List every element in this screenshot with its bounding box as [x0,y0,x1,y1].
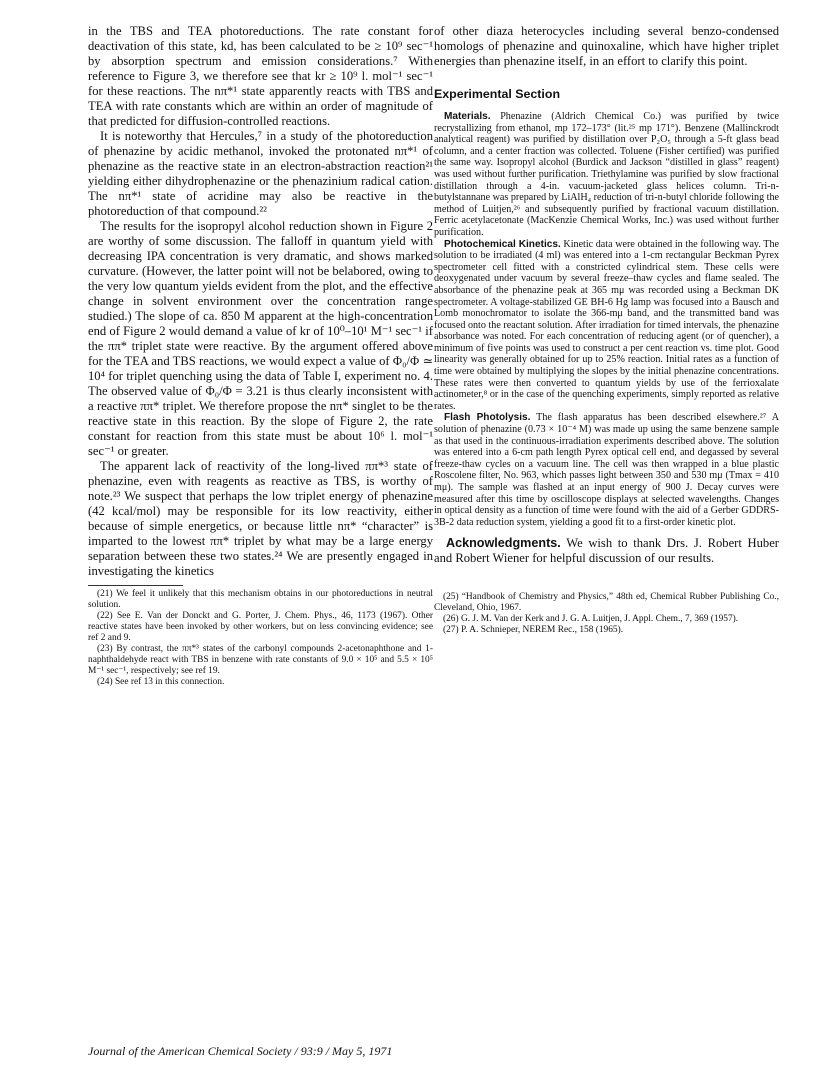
acknowledgments-paragraph [434,536,779,566]
experimental-paragraph [434,239,779,413]
body-paragraph: of other diaza heterocycles including several benzo-condensed homologs of phenazine and quinoxaline, which have higher triplet energies than phenazine itself, in an effort to clarify this point. [434,24,779,68]
body-paragraph: in the TBS and TEA photoreductions. The rate constant for deactivation of this state, kd, has been calculated to be ≥ 10⁹ sec⁻¹ by absorption spectrum and emission considerations.⁷ With reference to Figure 3, we therefore see that kr ≥ 10⁹ l. mol⁻¹ sec⁻¹ for these reactions. The nπ*¹ state apparently reacts with TBS and TEA with rate constants which are within an order of magnitude of that predicted for diffusion-controlled reactions. [88,24,433,128]
footnote: (21) We feel it unlikely that this mechanism obtains in our photoreductions in neutral solution. [88,589,433,610]
footnote: (24) See ref 13 in this connection. [97,677,225,687]
footnote: (23) By contrast, the ππ*³ states of the carbonyl compounds 2-acetonaphthone and 1-naphthaldehyde react with TBS in benzene with rate constants of 9.0 × 10⁵ and 5.5 × 10⁵ M⁻¹ sec⁻¹, respectively; see ref 19. [88,644,433,676]
experimental-paragraph [434,412,779,528]
paragraph-text: The flash apparatus has been described elsewhere.²⁷ A solution of phenazine (0.73 × 10⁻⁴ M) was made up using the same benzene sample as that used in the continuous-irradiation experiments described above. The solution was entered into a 6-cm path length Pyrex optical cell end, and degassed by several freeze-thaw cycles on a vacuum line. The cell was then wrapped in a blue plastic Roscolene filter, No. 963, which passes light between 350 and 530 mμ (Tmax = 410 mμ). The sample was flashed at an input energy of 900 J. Decay curves were measured after this time by oscilloscope displays at selected wavelengths. Changes in optical density as a function of time were found with the aid of a Gerber GDDRS-3B-2 data reduction system, yielding a good fit to a first-order kinetic plot. [434,412,779,528]
body-paragraph: The apparent lack of reactivity of the long-lived ππ*³ state of phenazine, even with reagents as reactive as TBS, is worthy of note.²³ We suspect that perhaps the low triplet energy of phenazine (42 kcal/mol) may be responsible for its low reactivity, either because of simple energetics, or because little nπ* “character” is imparted to the lowest ππ* triplet by what may be a large energy separation between these two states.²⁴ We are presently engaged in investigating the kinetics [88,459,433,578]
runin-heading: Acknowledgments. [446,536,561,551]
reference: (25) “Handbook of Chemistry and Physics,” 48th ed, Chemical Rubber Publishing Co., Cleveland, Ohio, 1967. [434,592,779,614]
body-paragraph: It is noteworthy that Hercules,⁷ in a study of the photoreduction of phenazine by acidic methanol, invoked the protonated nπ*¹ of phenazine as the reactive state in an electron-abstraction reaction²¹ yielding either dihydrophenazine or the phenazinium radical cation. The nπ*¹ state of acridine may also be reactive in the photoreduction of that compound.²² [88,129,433,218]
body-paragraph: The results for the isopropyl alcohol reduction shown in Figure 2 are worthy of some discussion. The falloff in quantum yield with decreasing IPA concentration is very dramatic, and shows marked curvature. (However, the latter point will not be belabored, owing to the very low quantum yields evident from the plot, and the effective change in solvent environment over the concentration range studied.) The slope of ca. 850 M apparent at the high-concentration end of Figure 2 would demand a value of kr of 10⁰–10¹ M⁻¹ sec⁻¹ if the ππ* triplet state were reactive. By the argument offered above for the TEA and TBS reactions, we would expect a value of Φ₀/Φ ≃ 10⁴ for triplet quenching using the data of Table I, experiment no. 4. The observed value of Φ₀/Φ = 3.21 is thus clearly inconsistent with a reactive ππ* triplet. We therefore propose the nπ* singlet to be the reactive state in this reaction. By the slope of Figure 2, the rate constant for reaction from this state must be about 10⁶ l. mol⁻¹ sec⁻¹ or greater. [88,219,433,458]
paragraph-text: Phenazine (Aldrich Chemical Co.) was purified by twice recrystallizing from ethanol, mp 172–173° (lit.²⁵ mp 171°). Benzene (Mallinckrodt analytical reagent) was purified by distillation over P₂O₅ through a 5-ft glass bead column, and a center fraction was collected. Toluene (Fisher certified) was purified the same way. Isopropyl alcohol (Burdick and Jackson “distilled in glass” reagent) was used without further purification. Triethylamine was purified by slow fractional distillation through a 4-in. vacuum-jacketed glass helices column. Tri-n-butylstannane was prepared by LiAlH₄ reduction of tri-n-butyl chloride following the method of Luitjen,²⁶ and subsequently purified by fractional vacuum distillation. Ferric acetylacetonate (MacKenzie Chemical Works, Inc.) was used without further purification. [434,111,779,238]
running-footer: Journal of the American Chemical Society / 93:9 / May 5, 1971 [88,1044,393,1058]
footnote: (22) See E. Van der Donckt and G. Porter, J. Chem. Phys., 46, 1173 (1967). Other reactive states have been invoked by other workers, but on less convincing evidence; see ref 2 and 9. [88,611,433,643]
experimental-paragraph [434,111,779,239]
paragraph-text: We wish to thank Drs. J. Robert Huber and Robert Wiener for helpful discussion of our results. [434,536,779,566]
footnotes [88,589,433,688]
left-column [88,24,433,688]
footnote-divider [88,585,183,586]
right-column [434,24,779,636]
paragraph-text: Kinetic data were obtained in the following way. The solution to be irradiated (4 ml) was entered into a 1-cm rectangular Beckman Pyrex spectrometer cell fitted with a constricted cylindrical stem. These cells were deoxygenated under vacuum by several freeze–thaw cycles and flame sealed. The absorbance of the phenazine peak at 365 mμ was recorded using a Beckman DK spectrometer. A voltage-stabilized GE BH-6 Hg lamp was focused into a Bausch and Lomb monochromator to isolate the 366-mμ band, and the transmitted band was focused onto the reactant solution. After irradiation for timed intervals, the phenazine absorbance was noted. For each concentration of reducing agent (or of quencher), a minimum of five points was used to construct a per cent reaction vs. time plot. Good linearity was generally obtained for up to 25% reaction. Initial rates as a function of time were obtained by multiplying the slopes by the initial phenazine concentrations. These rates were then converted to quantum yields by use of the ferrioxalate actinometer,⁸ or in the case of the quenching experiments, simply reported as relative rates. [434,238,779,412]
reference: (27) P. A. Schnieper, NEREM Rec., 158 (1965). [443,625,624,636]
section-heading: Experimental Section [434,87,561,101]
runin-heading: Flash Photolysis. [444,412,531,424]
runin-heading: Materials. [444,111,491,122]
references [434,592,779,636]
runin-heading: Photochemical Kinetics. [444,238,561,250]
reference: (26) G. J. M. Van der Kerk and J. G. A. Luitjen, J. Appl. Chem., 7, 369 (1957). [443,614,739,625]
